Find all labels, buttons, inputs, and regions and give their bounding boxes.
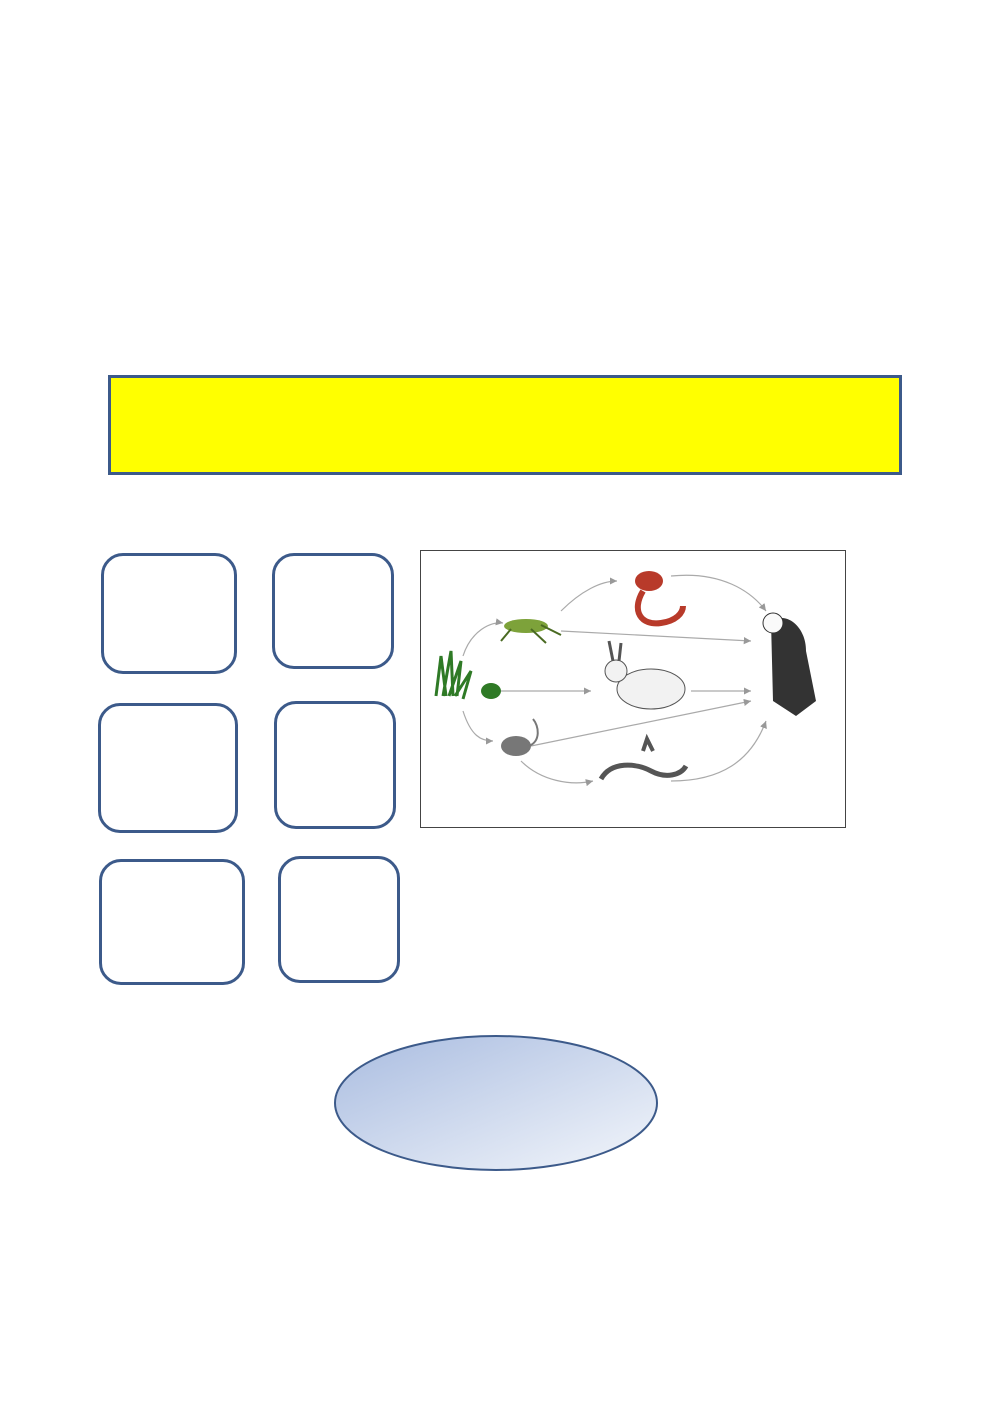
snake-icon <box>601 739 686 779</box>
teacher-ellipse <box>333 1034 659 1172</box>
hawk-icon <box>763 613 816 716</box>
star-border-bottom <box>0 1318 1000 1368</box>
skill-box <box>108 375 902 475</box>
label-card-decomposer <box>278 856 400 983</box>
answer-box-producer[interactable] <box>101 553 237 674</box>
lizard-icon <box>635 571 683 623</box>
grasshopper-icon <box>501 619 561 643</box>
food-web-diagram <box>420 550 846 828</box>
answer-box-consumer[interactable] <box>98 703 238 833</box>
liveworksheets-logo <box>966 1382 992 1408</box>
star-border-right <box>910 0 970 1413</box>
rabbit-icon <box>605 641 685 709</box>
answer-box-decomposer[interactable] <box>99 859 245 985</box>
plant-icon <box>436 651 501 699</box>
star-border-left <box>42 0 102 1413</box>
food-web-svg <box>421 551 845 827</box>
label-card-consumer <box>274 701 396 829</box>
label-card-producer <box>272 553 394 669</box>
star-border-top <box>0 45 1000 95</box>
mouse-icon <box>501 719 538 756</box>
liveworksheets-badge-icon <box>966 1384 988 1406</box>
